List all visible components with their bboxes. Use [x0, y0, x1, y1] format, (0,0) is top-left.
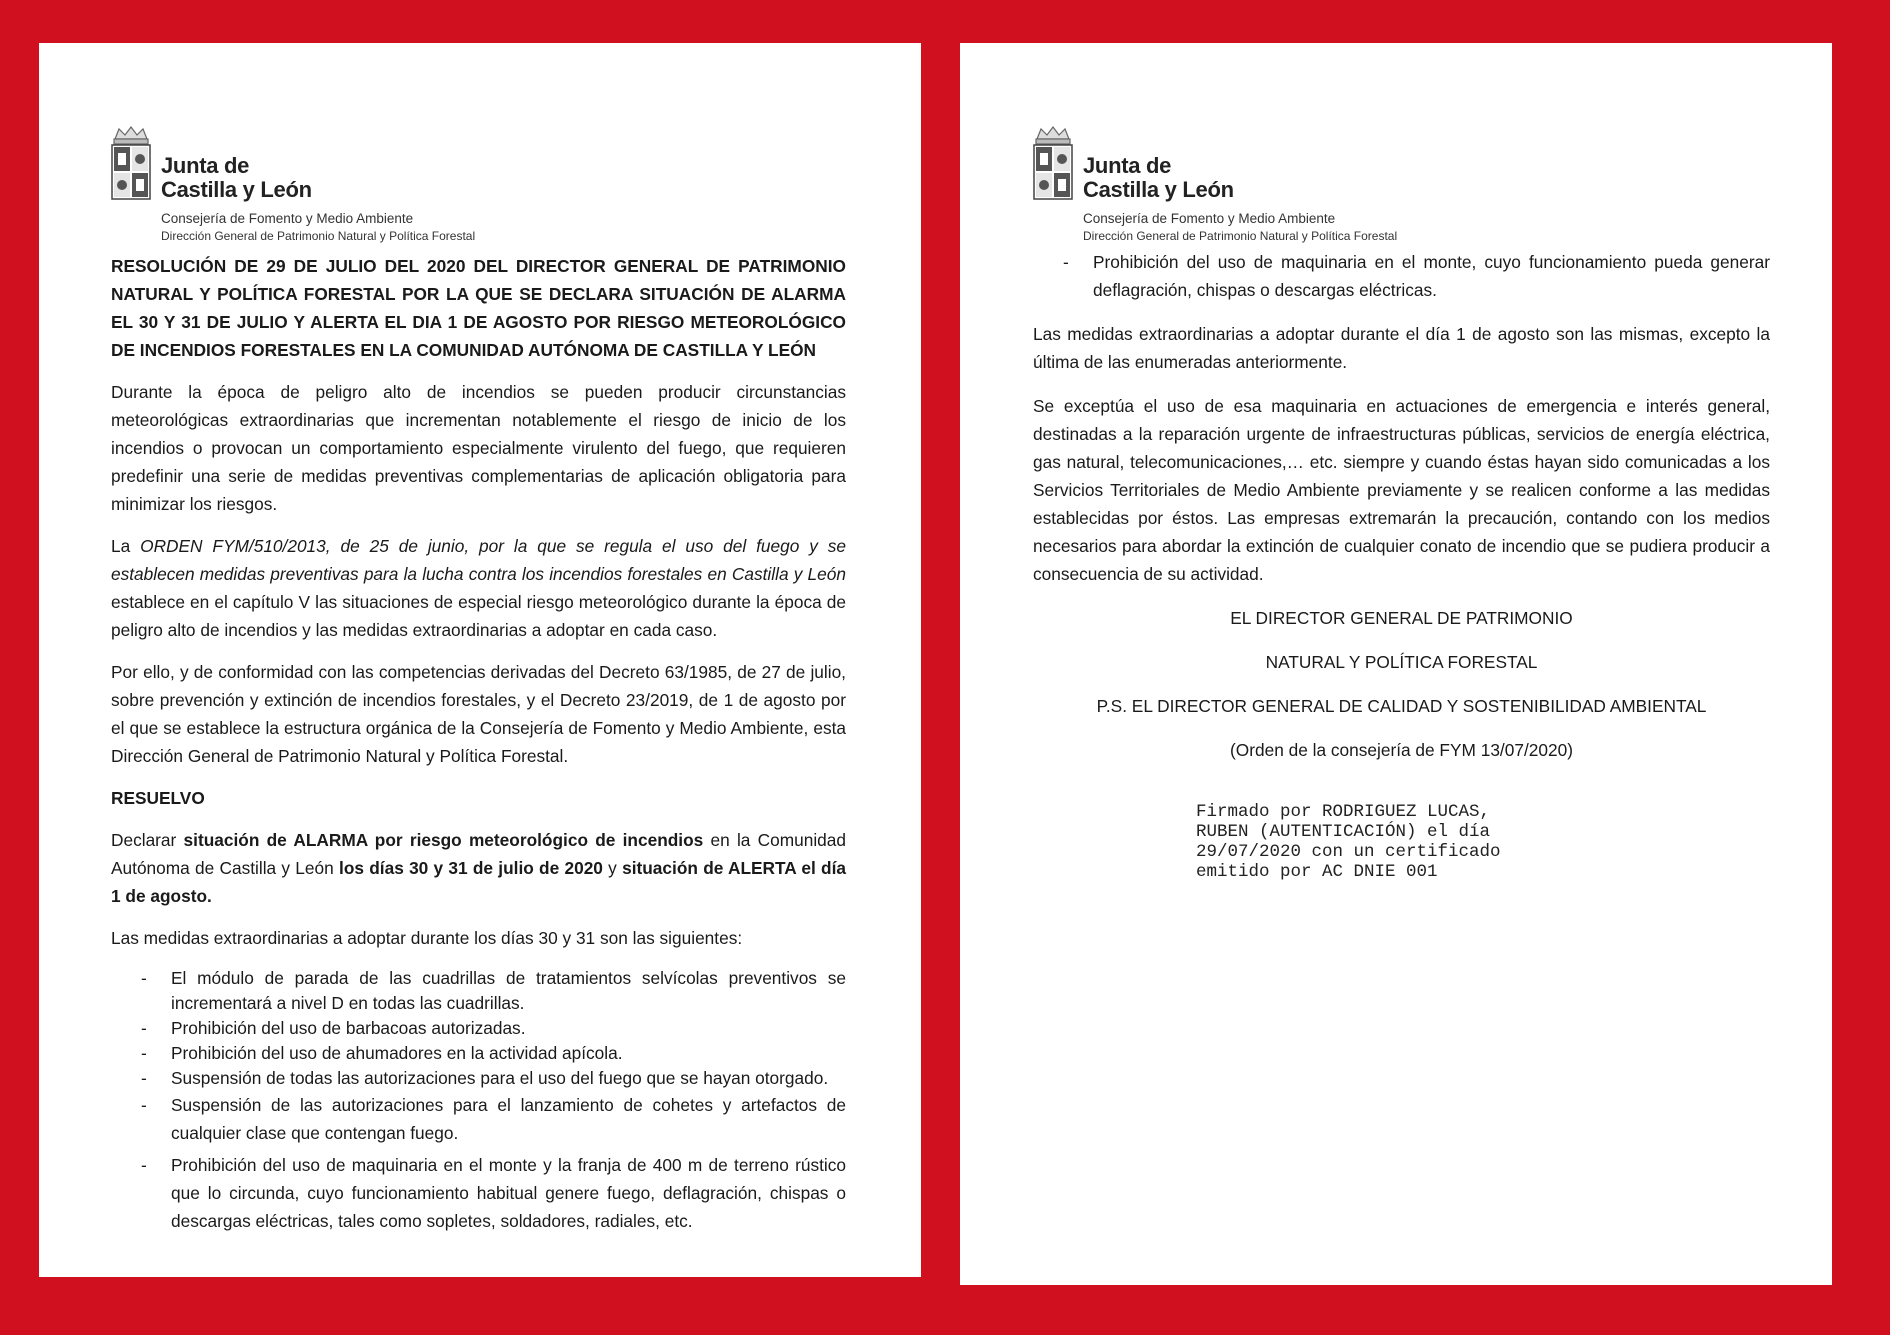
directorate-name: Dirección General de Patrimonio Natural y Política Forestal	[161, 229, 476, 243]
directorate-name: Dirección General de Patrimonio Natural y Política Forestal	[1083, 229, 1398, 243]
document-page-1	[39, 43, 921, 1277]
paragraph-intro: Durante la época de peligro alto de incendios se pueden producir circunstancias meteorológicas extraordinarias que incrementan notablemente el riesgo de inicio de los incendios o provocan un comportamiento especialmente virulento del fuego, que requieren predefinir una serie de medidas preventivas complementarias de aplicación obligatoria para minimizar los riesgos.	[111, 382, 846, 514]
orden-citation: ORDEN FYM/510/2013, de 25 de junio, por la que se regula el uso del fuego y se establecen medidas preventivas para la lucha contra los incendios forestales en Castilla y León	[111, 536, 846, 584]
letterhead	[1033, 125, 1770, 242]
signer-title-line2: NATURAL Y POLÍTICA FORESTAL	[1265, 652, 1538, 672]
measures-intro: Las medidas extraordinarias a adoptar durante los días 30 y 31 son las siguientes:	[111, 928, 743, 948]
measures-list-continued	[1033, 248, 1770, 304]
signer-substitute: P.S. EL DIRECTOR GENERAL DE CALIDAD Y SOSTENIBILIDAD AMBIENTAL	[1096, 696, 1707, 716]
paragraph-competencias: Por ello, y de conformidad con las competencias derivadas del Decreto 63/1985, de 27 de julio, sobre prevención y extinción de incendios forestales, y el Decreto 23/2019, de 1 de agosto por el que se establece la estructura orgánica de la Consejería de Fomento y Medio Ambiente, esta Dirección General de Patrimonio Natural y Política Forestal.	[111, 662, 846, 766]
coat-of-arms-icon	[1031, 125, 1075, 203]
org-name-line2: Castilla y León	[1083, 177, 1234, 202]
electronic-signature: Firmado por RODRIGUEZ LUCAS, RUBEN (AUTENTICACIÓN) el día 29/07/2020 con un certificado emitido por AC DNIE 001	[1196, 802, 1501, 882]
document-page-2	[960, 43, 1832, 1285]
resolution-title: RESOLUCIÓN DE 29 DE JULIO DEL 2020 DEL DIRECTOR GENERAL DE PATRIMONIO NATURAL Y POLÍTICA FORESTAL POR LA QUE SE DECLARA SITUACIÓN DE ALARMA EL 30 Y 31 DE JULIO Y ALERTA EL DIA 1 DE AGOSTO POR RIESGO METEOROLÓGICO DE INCENDIOS FORESTALES EN LA COMUNIDAD AUTÓNOMA DE CASTILLA Y LEÓN	[111, 256, 846, 360]
paragraph-orden: La ORDEN FYM/510/2013, de 25 de junio, por la que se regula el uso del fuego y se establecen medidas preventivas para la lucha contra los incendios forestales en Castilla y León establece en el capítulo V las situaciones de especial riesgo meteorológico durante la época de peligro alto de incendios y las medidas extraordinarias a adoptar en cada caso.	[111, 536, 846, 640]
list-item: - El módulo de parada de las cuadrillas de tratamientos selvícolas preventivos se incrementará a nivel D en todas las cuadrillas.	[111, 966, 846, 1016]
list-item: - Suspensión de todas las autorizaciones para el uso del fuego que se hayan otorgado.	[111, 1066, 846, 1091]
org-name-line1: Junta de	[1083, 153, 1172, 178]
list-item: - Prohibición del uso de barbacoas autorizadas.	[111, 1016, 846, 1041]
org-name-line1: Junta de	[161, 153, 250, 178]
department-name: Consejería de Fomento y Medio Ambiente	[161, 211, 414, 226]
department-name: Consejería de Fomento y Medio Ambiente	[1083, 211, 1336, 226]
signer-order-reference: (Orden de la consejería de FYM 13/07/2020)	[1230, 740, 1573, 760]
letterhead	[111, 125, 846, 242]
paragraph-august: Las medidas extraordinarias a adoptar durante el día 1 de agosto son las mismas, excepto la última de las enumeradas anteriormente.	[1033, 324, 1770, 372]
paragraph-declaration: Declarar situación de ALARMA por riesgo meteorológico de incendios en la Comunidad Autónoma de Castilla y León los días 30 y 31 de julio de 2020 y situación de ALERTA el día 1 de agosto.	[111, 830, 847, 906]
measures-list	[111, 966, 846, 1235]
resuelvo-heading: RESUELVO	[111, 788, 205, 808]
list-item: - Suspensión de las autorizaciones para el lanzamiento de cohetes y artefactos de cualquier clase que contengan fuego.	[111, 1091, 846, 1147]
signer-title-line1: EL DIRECTOR GENERAL DE PATRIMONIO	[1230, 608, 1573, 628]
org-name-line2: Castilla y León	[161, 177, 312, 202]
coat-of-arms-icon	[109, 125, 153, 203]
list-item: - Prohibición del uso de maquinaria en el monte, cuyo funcionamiento pueda generar deflagración, chispas o descargas eléctricas.	[1033, 248, 1770, 304]
paragraph-exception: Se exceptúa el uso de esa maquinaria en actuaciones de emergencia e interés general, destinadas a la reparación urgente de infraestructuras públicas, servicios de energía eléctrica, gas natural, telecomunicaciones,… etc. siempre y cuando éstas hayan sido comunicadas a los Servicios Territoriales de Medio Ambiente previamente y se realicen conforme a las medidas establecidas por éstos. Las empresas extremarán la precaución, contando con los medios necesarios para abordar la extinción de cualquier conato de incendio que se pudiera producir a consecuencia de su actividad.	[1033, 396, 1770, 584]
list-item: - Prohibición del uso de ahumadores en la actividad apícola.	[111, 1041, 846, 1066]
list-item: - Prohibición del uso de maquinaria en el monte y la franja de 400 m de terreno rústico que lo circunda, cuyo funcionamiento habitual genere fuego, deflagración, chispas o descargas eléctricas, tales como sopletes, soldadores, radiales, etc.	[111, 1151, 846, 1235]
